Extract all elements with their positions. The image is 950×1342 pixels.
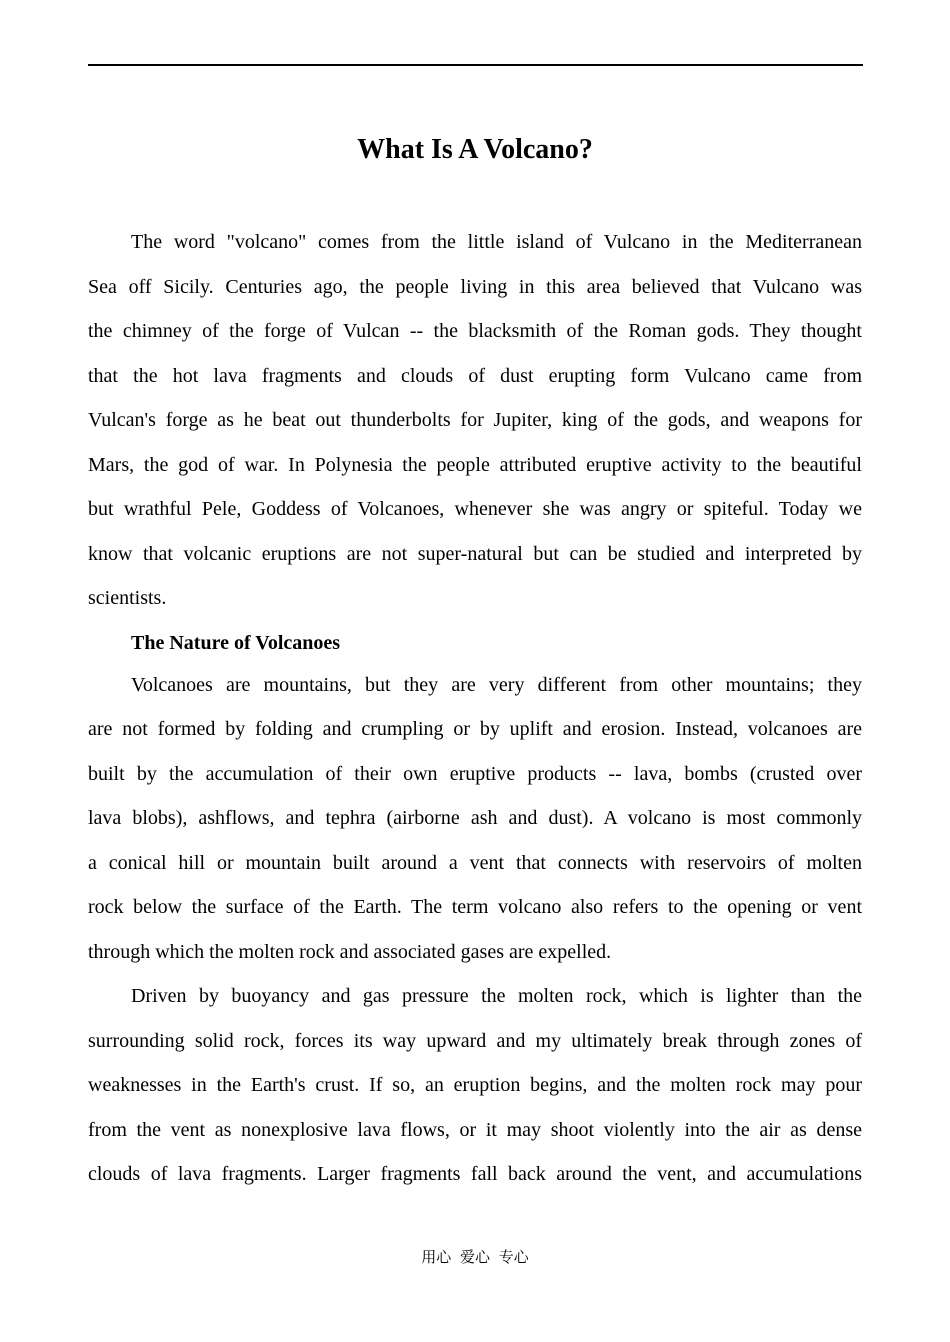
- text-line: Vulcan's forge as he beat out thunderbolts for Jupiter, king of the gods, and weapons for: [88, 409, 862, 431]
- text-line: are not formed by folding and crumpling or by uplift and erosion. Instead, volcanoes are: [88, 718, 862, 740]
- text-line: rock below the surface of the Earth. The term volcano also refers to the opening or vent: [88, 896, 862, 918]
- text-line: the chimney of the forge of Vulcan -- the blacksmith of the Roman gods. They thought: [88, 320, 862, 342]
- text-line: from the vent as nonexplosive lava flows, or it may shoot violently into the air as dense: [88, 1118, 862, 1141]
- paragraph-2: [88, 670, 862, 982]
- text-line: weaknesses in the Earth's crust. If so, an eruption begins, and the molten rock may pour: [88, 1074, 862, 1096]
- text-line: clouds of lava fragments. Larger fragments fall back around the vent, and accumulations: [88, 1163, 862, 1185]
- text-line: Driven by buoyancy and gas pressure the molten rock, which is lighter than the: [131, 985, 862, 1007]
- text-line: lava blobs), ashflows, and tephra (airborne ash and dust). A volcano is most commonly: [88, 807, 862, 829]
- text-line: Mars, the god of war. In Polynesia the people attributed eruptive activity to the beautiful: [88, 453, 862, 476]
- text-line: built by the accumulation of their own eruptive products -- lava, bombs (crusted over: [88, 762, 862, 785]
- text-line: know that volcanic eruptions are not super-natural but can be studied and interpreted by: [88, 542, 862, 565]
- document-body: [88, 227, 862, 1204]
- text-line: Sea off Sicily. Centuries ago, the people living in this area believed that Vulcano was: [88, 275, 862, 298]
- text-line: The word "volcano" comes from the little island of Vulcano in the Mediterranean: [131, 231, 862, 253]
- section-heading: The Nature of Volcanoes: [131, 631, 341, 654]
- text-line: but wrathful Pele, Goddess of Volcanoes, whenever she was angry or spiteful. Today we: [88, 498, 862, 520]
- header-rule: [88, 64, 863, 66]
- text-line: that the hot lava fragments and clouds of dust erupting form Vulcano came from: [88, 364, 862, 387]
- text-line: scientists.: [88, 587, 167, 609]
- paragraph-1: [88, 227, 862, 628]
- text-line: a conical hill or mountain built around a vent that connects with reservoirs of molten: [88, 851, 862, 874]
- text-line: surrounding solid rock, forces its way upward and my ultimately break through zones of: [88, 1029, 862, 1052]
- text-line: Volcanoes are mountains, but they are very different from other mountains; they: [131, 673, 862, 696]
- page-footer: 用心 爱心 专心: [421, 1248, 529, 1266]
- paragraph-3: [88, 981, 862, 1204]
- page-title: What Is A Volcano?: [357, 134, 593, 165]
- text-line: through which the molten rock and associated gases are expelled.: [88, 940, 612, 963]
